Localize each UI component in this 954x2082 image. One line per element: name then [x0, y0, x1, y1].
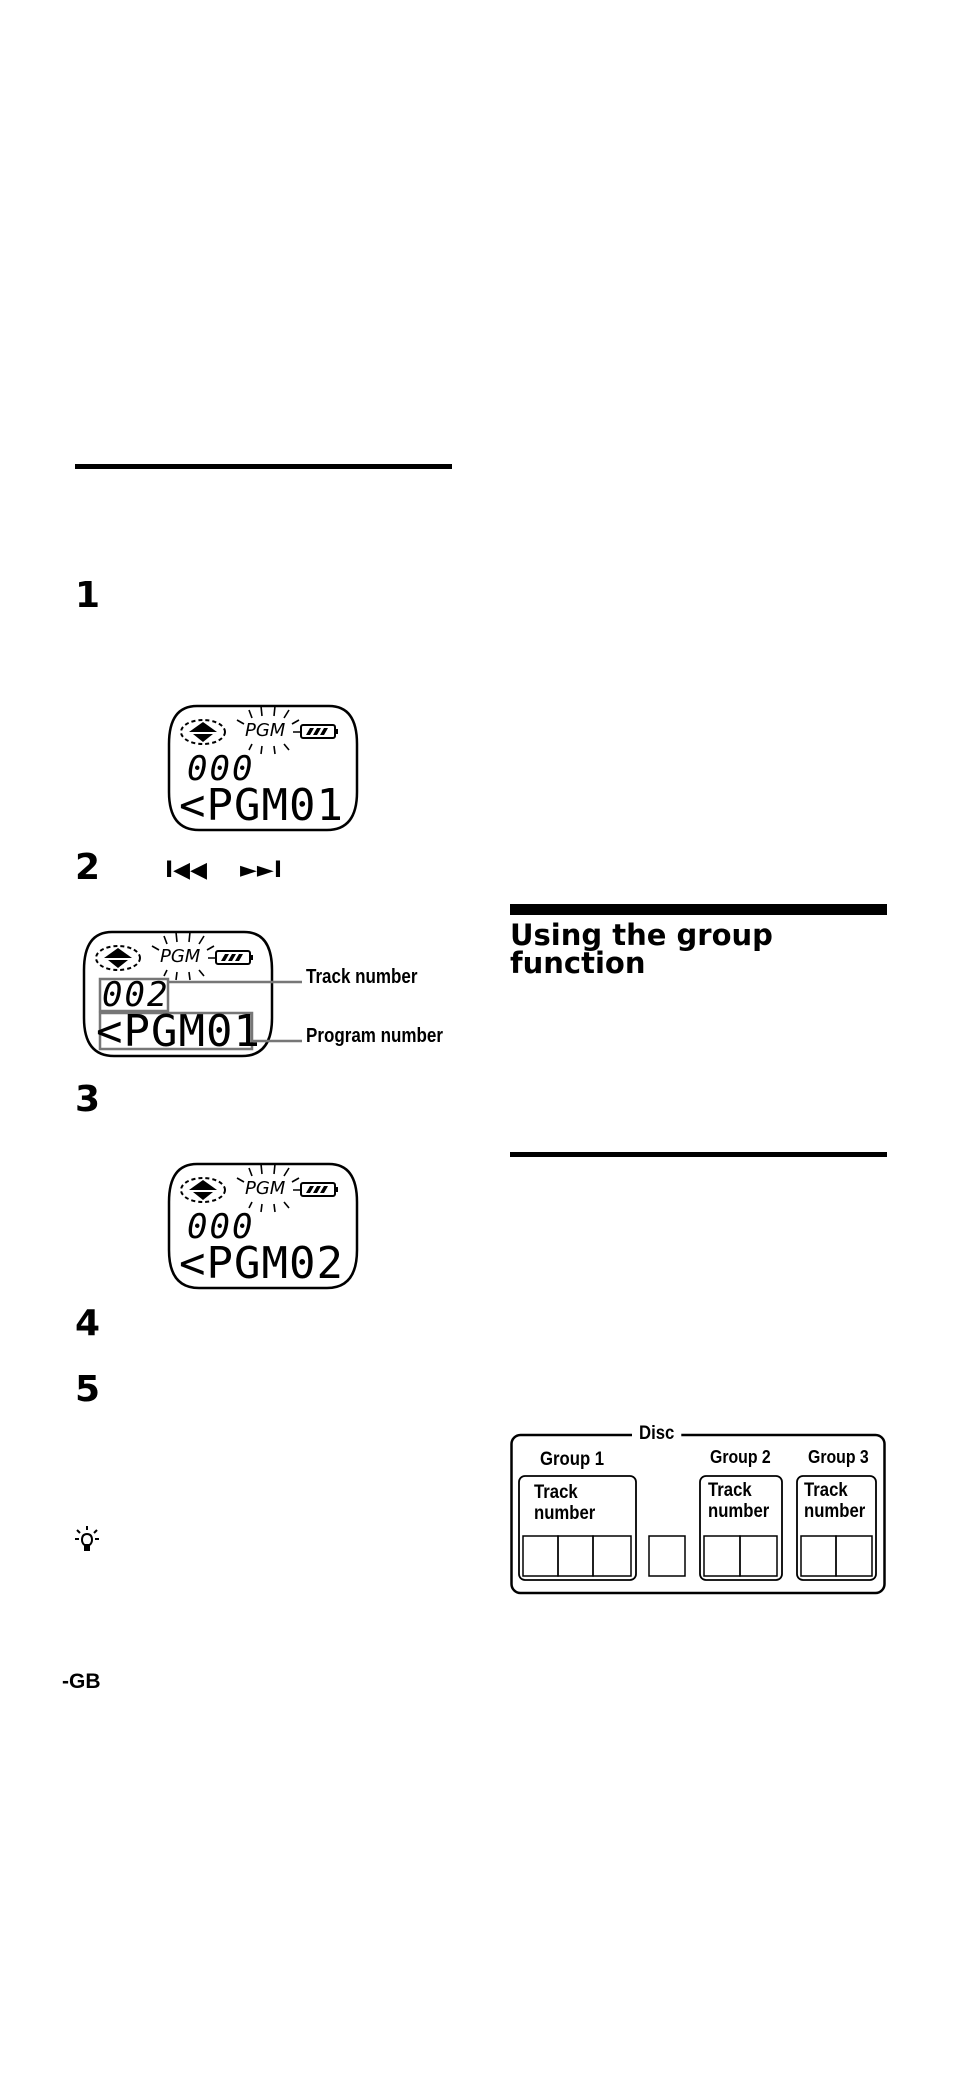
lcd-track-readout: 002 [102, 975, 170, 1015]
lcd-display-2 [82, 930, 274, 1058]
subsection-rule-right [510, 1152, 887, 1157]
callout-track-number: Track number [306, 966, 418, 988]
disc-label: Disc [632, 1423, 681, 1444]
pgm-indicator: PGM [245, 1178, 286, 1199]
lcd-display-1 [167, 704, 359, 832]
section-rule-thick [510, 904, 887, 915]
lcd-track-readout: 000 [187, 1207, 255, 1247]
group-1-label: Group 1 [540, 1449, 605, 1470]
group-2-label: Group 2 [710, 1447, 771, 1467]
step-number-3: 3 [75, 1079, 101, 1120]
lcd-program-readout: <PGM01 [179, 780, 344, 831]
previous-track-icon: I◀◀ [165, 858, 208, 883]
step-number-5: 5 [75, 1369, 101, 1410]
pgm-indicator: PGM [160, 946, 201, 967]
page-number-suffix: -GB [62, 1670, 101, 1693]
lcd-program-readout: <PGM01 [96, 1006, 261, 1057]
lcd-program-readout: <PGM02 [179, 1238, 344, 1289]
group-1-track-label: Track number [534, 1482, 596, 1524]
callout-program-number: Program number [306, 1025, 443, 1047]
next-track-icon: ►►I [240, 858, 283, 883]
section-rule-left [75, 464, 452, 469]
group-2-track-label: Track number [708, 1480, 770, 1522]
step-number-1: 1 [75, 575, 101, 616]
step-number-2: 2 [75, 847, 101, 888]
step-number-4: 4 [75, 1303, 101, 1344]
pgm-indicator: PGM [245, 720, 286, 741]
lcd-track-readout: 000 [187, 749, 255, 789]
section-title: Using the group function [510, 918, 773, 980]
group-3-track-label: Track number [804, 1480, 866, 1522]
lcd-display-3 [167, 1162, 359, 1290]
group-structure-diagram [510, 1418, 886, 1596]
group-3-label: Group 3 [808, 1447, 869, 1467]
lightbulb-icon [74, 1525, 100, 1553]
